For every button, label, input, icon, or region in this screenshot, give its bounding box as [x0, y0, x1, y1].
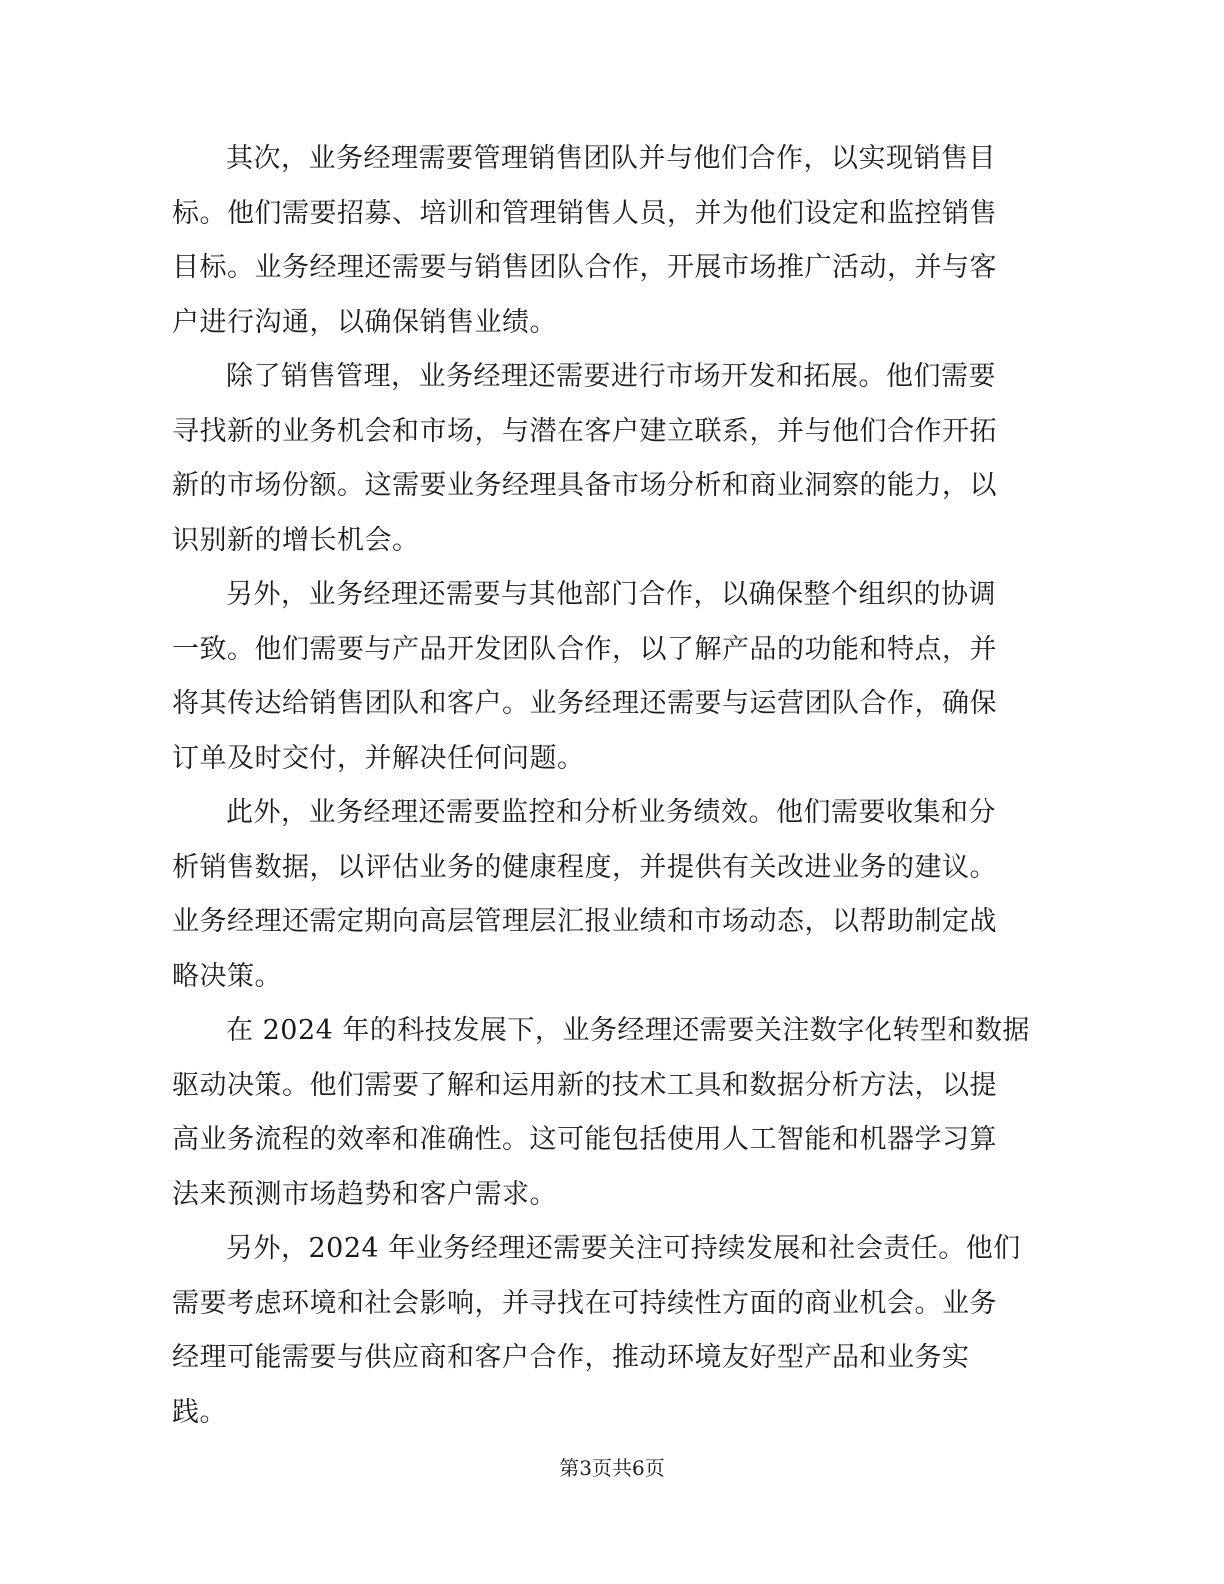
- paragraph-sustainability: [172, 1222, 1032, 1440]
- text-line: 除了销售管理，业务经理还需要进行市场开发和拓展。他们需要: [226, 361, 996, 392]
- text-line: 另外，2024 年业务经理还需要关注可持续发展和社会责任。他们: [226, 1233, 1021, 1264]
- text-line: 驱动决策。他们需要了解和运用新的技术工具和数据分析方法，以提: [172, 1069, 997, 1101]
- text-line: 析销售数据，以评估业务的健康程度，并提供有关改进业务的建议。: [172, 851, 997, 883]
- paragraph-cross-department: [172, 568, 1032, 786]
- text-line: 将其传达给销售团队和客户。业务经理还需要与运营团队合作，确保: [172, 688, 997, 719]
- text-line: 订单及时交付，并解决任何问题。: [172, 742, 585, 774]
- text-line: 标。他们需要招募、培训和管理销售人员，并为他们设定和监控销售: [172, 197, 997, 229]
- text-line: 业务经理还需定期向高层管理层汇报业绩和市场动态，以帮助制定战: [172, 906, 997, 937]
- text-line: 其次，业务经理需要管理销售团队并与他们合作，以实现销售目: [226, 143, 996, 174]
- text-line: 目标。业务经理还需要与销售团队合作，开展市场推广活动，并与客: [172, 252, 997, 283]
- text-line: 略决策。: [172, 960, 282, 992]
- text-line: 另外，业务经理还需要与其他部门合作，以确保整个组织的协调: [226, 579, 996, 610]
- text-line: 践。: [172, 1396, 227, 1428]
- text-line: 法来预测市场趋势和客户需求。: [172, 1178, 557, 1210]
- text-line: 寻找新的业务机会和市场，与潜在客户建立联系，并与他们合作开拓: [172, 415, 997, 447]
- paragraph-performance-analysis: [172, 786, 1032, 1004]
- paragraph-sales-team: [172, 132, 1032, 350]
- text-line: 新的市场份额。这需要业务经理具备市场分析和商业洞察的能力，以: [172, 470, 997, 501]
- text-line: 需要考虑环境和社会影响，并寻找在可持续性方面的商业机会。业务: [172, 1287, 997, 1319]
- text-line: 经理可能需要与供应商和客户合作，推动环境友好型产品和业务实: [172, 1342, 970, 1373]
- page-number-footer: 第3页共6页: [559, 1456, 665, 1480]
- paragraph-market-development: [172, 350, 1032, 568]
- document-body: [172, 132, 1032, 1440]
- text-line: 此外，业务经理还需要监控和分析业务绩效。他们需要收集和分: [226, 797, 996, 828]
- text-line: 一致。他们需要与产品开发团队合作，以了解产品的功能和特点，并: [172, 633, 997, 665]
- text-line: 户进行沟通，以确保销售业绩。: [172, 306, 557, 338]
- text-line: 高业务流程的效率和准确性。这可能包括使用人工智能和机器学习算: [172, 1124, 997, 1155]
- text-line: 识别新的增长机会。: [172, 524, 420, 556]
- text-line: 在 2024 年的科技发展下，业务经理还需要关注数字化转型和数据: [226, 1015, 1030, 1046]
- paragraph-digital-transformation: [172, 1004, 1032, 1222]
